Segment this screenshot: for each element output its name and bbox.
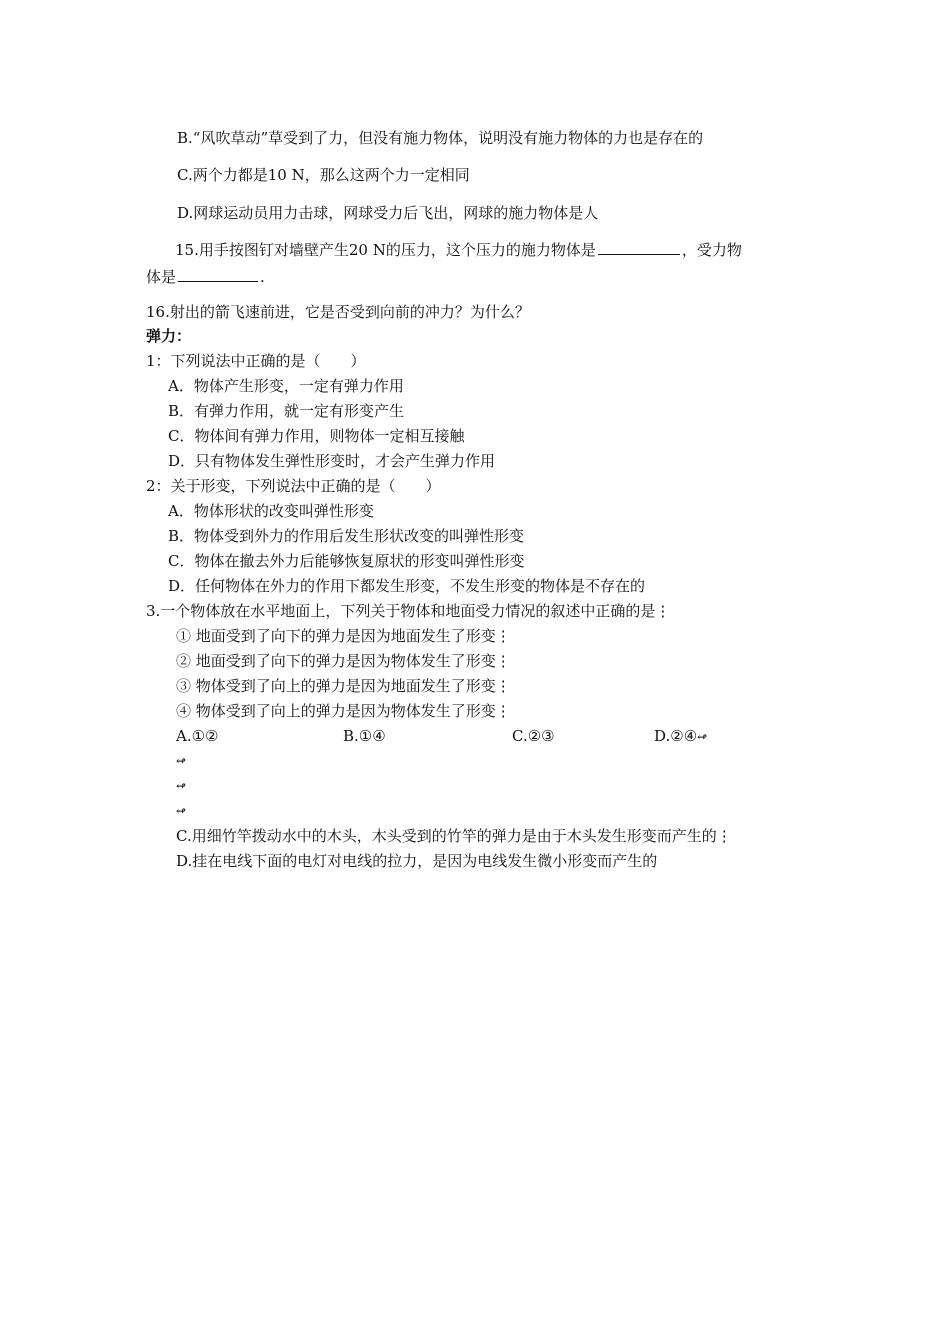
q15-blank-2 xyxy=(178,267,258,282)
q14-option-c: C.两个力都是10 N，那么这两个力一定相同 xyxy=(177,166,470,184)
q3-choice-b: B.①④ xyxy=(343,727,386,745)
q3-choice-a: A.①② xyxy=(176,727,219,745)
q3-statement-3: ③ 物体受到了向上的弹力是因为地面发生了形变⋮ xyxy=(176,677,511,695)
q3-stem: 3.一个物体放在水平地面上，下列关于物体和地面受力情况的叙述中正确的是⋮ xyxy=(146,602,671,620)
q2-stem: 2：关于形变，下列说法中正确的是（ ） xyxy=(146,477,441,495)
q3-statement-2: ② 地面受到了向下的弹力是因为物体发生了形变⋮ xyxy=(176,652,511,670)
q2-option-c: C．物体在撤去外力后能够恢复原状的形变叫弹性形变 xyxy=(168,552,525,570)
q3-statement-4: ④ 物体受到了向上的弹力是因为物体发生了形变⋮ xyxy=(176,702,511,720)
tail-option-c: C.用细竹竿拨动水中的木头，木头受到的竹竿的弹力是由于木头发生形变而产生的⋮ xyxy=(176,827,732,845)
q14-option-d: D.网球运动员用力击球，网球受力后飞出，网球的施力物体是人 xyxy=(177,204,599,222)
section-heading: 弹力： xyxy=(146,327,192,345)
q2-option-a: A．物体形状的改变叫弹性形变 xyxy=(168,502,374,520)
paragraph-mark-icon: ↫ xyxy=(697,730,708,744)
q3-choice-c: C.②③ xyxy=(512,727,555,745)
q15-blank-1 xyxy=(598,240,680,255)
q1-option-a: A．物体产生形变，一定有弹力作用 xyxy=(168,377,404,395)
q15-text-c: 体是 xyxy=(146,268,177,286)
q15-text-a: 15.用手按图钉对墙壁产生20 N的压力，这个压力的施力物体是 xyxy=(175,241,596,259)
q1-option-b: B．有弹力作用，就一定有形变产生 xyxy=(168,402,405,420)
q3-statement-1: ① 地面受到了向下的弹力是因为地面发生了形变⋮ xyxy=(176,627,511,645)
paragraph-mark-icon: ↫ xyxy=(176,804,187,818)
tail-option-d: D.挂在电线下面的电灯对电线的拉力，是因为电线发生微小形变而产生的 xyxy=(176,852,658,870)
q16-text: 16.射出的箭飞速前进，它是否受到向前的冲力？为什么？ xyxy=(146,303,530,321)
q3-choice-d xyxy=(654,726,707,747)
q15-text-b: ，受力物 xyxy=(681,241,742,259)
q1-stem: 1：下列说法中正确的是（ ） xyxy=(146,352,366,370)
paragraph-mark-icon: ↫ xyxy=(176,754,187,768)
paragraph-mark-icon: ↫ xyxy=(176,779,187,793)
q3-choice-d-label: D.②④ xyxy=(654,727,698,745)
q15-text-d: . xyxy=(260,268,265,286)
q1-option-d: D．只有物体发生弹性形变时，才会产生弹力作用 xyxy=(168,452,496,470)
q14-option-b: B.“风吹草动”草受到了力，但没有施力物体，说明没有施力物体的力也是存在的 xyxy=(177,129,704,147)
q15-line-2 xyxy=(146,267,265,287)
q1-option-c: C．物体间有弹力作用，则物体一定相互接触 xyxy=(168,427,465,445)
q15-line-1 xyxy=(175,240,742,260)
q2-option-b: B．物体受到外力的作用后发生形状改变的叫弹性形变 xyxy=(168,527,525,545)
q2-option-d: D．任何物体在外力的作用下都发生形变，不发生形变的物体是不存在的 xyxy=(168,577,646,595)
